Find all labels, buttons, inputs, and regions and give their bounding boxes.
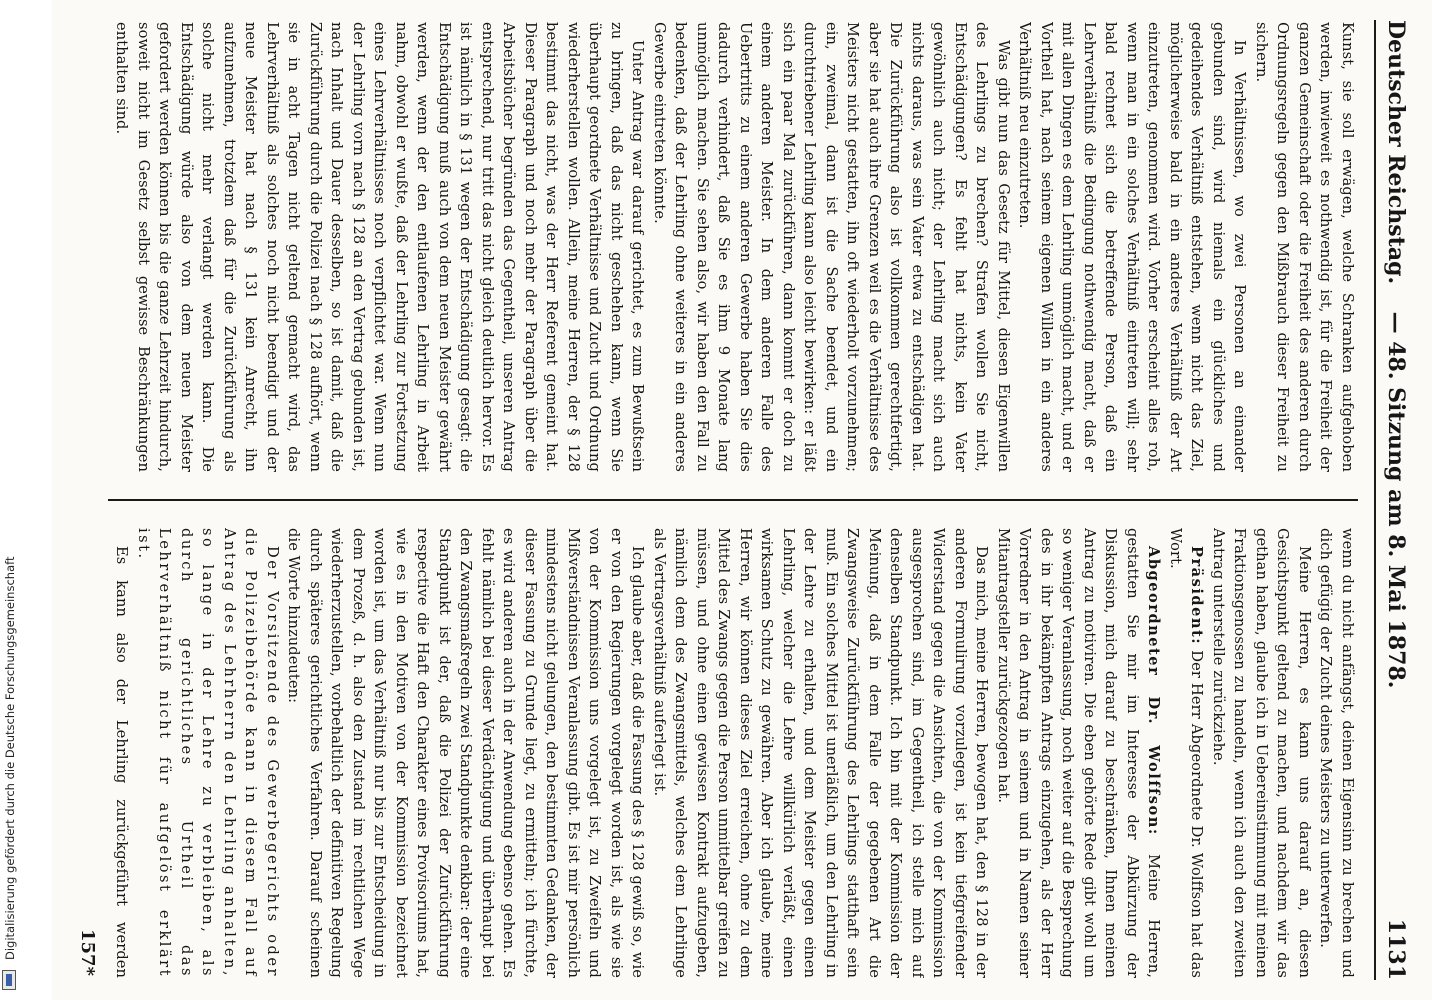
speaker-paragraph	[1165, 528, 1208, 978]
publication-title: Deutscher Reichstag.	[1383, 20, 1409, 285]
paragraph: Unter Antrag war darauf gerichtet, es zum Bewußtsein zu bringen, daß das nicht geschehen kann, wenn Sie überhaupt geordnete Verhältnisse und Zucht und Ordnung wiederherstellen wollen. Allein, meine Herren, der § 128 bestimmt das nicht, was der Herr Referent gemeint hat. Dieser Paragraph und noch mehr der Paragraph über die Arbeitsbücher begründen das Gegentheil, unseren Antrag entsprechend, nur tritt das nicht gleich deutlich hervor. Es ist nämlich in § 131 wegen der Entschädigung gesagt: die Entschädigung muß auch von dem neuen Meister gewährt werden, wenn der den entlaufenen Lehrling in Arbeit nahm, obwohl er wußte, daß der Lehrling zur Fortsetzung eines Lehrverhältnisses noch verpflichtet war. Wenn nun der Lehrling vorn nach § 128 an den Vertrag gebunden ist, nach Inhalt und Dauer desselben, so ist damit, daß die Zurückführung durch die Polizei nach § 128 aufhört, wenn sie in acht Tagen nicht geltend gemacht wird, das Lehrverhältniß als solches noch nicht beendigt und der neue Meister hat nach § 131 kein Anrecht, ihn aufzunehmen, trotzdem daß für die Zurückführung als solche nicht mehr verlangt werden kann. Die Entschädigung würde also von dem neuen Meister gefordert werden können bis die ganze Lehrzeit hindurch, soweit nicht im Gesetz selbst gewisse Beschränkungen enthalten sind.	[113, 22, 647, 472]
paragraph	[108, 22, 111, 472]
paragraph: Ich glaube aber, daß die Fassung des § 128 gewiß so, wie er von den Regierungen vorgelegt worden ist, als wie sie von der Kommission uns vorgelegt ist, zu Zweifeln und Mißverständnissen Veranlassung gibt. Es ist mir persönlich mindestens nicht gelungen, den bestimmten Gedanken, der dieser Fassung zu Grunde liegt, zu ermitteln; ich fürchte, es wird anderen auch in der Anwendung ebenso gehen. Es fehlt nämlich bei dieser Verdächtigung und überhaupt bei den Zwangsmaßregeln zwei Standpunkte denkbar: der eine Standpunkt ist der, daß die Polizei der Zurückführung respective die Haft den Charakter eines Provisoriums hat, wie es in den Motiven von der Kommission bezeichnet worden ist, um das Verhältniß nur bis zur Entscheidung in dem Prozeß, d. h. also den Zustand im rechtlichen Wege wiederherzustellen, vorbehaltlich der definitiven Regelung durch späteres gerichtliches Verfahren. Darauf scheinen die Worte hinzudeuten:	[285, 528, 647, 978]
paragraph: Was gibt nun das Gesetz für Mittel, diesen Eigenwillen des Lehrlings zu brechen? Strafen wollen Sie nicht, Entschädigungen? Es fehlt hat nichts, kein Vater gewöhnlich auch nicht; der Lehrling macht sich auch nichts daraus, was sein Vater etwa zu entschädigen hat. Die Zurückführung also ist vollkommen gerechtfertigt, aber sie hat auch ihre Grenzen weil es die Verhältnisse des Meisters nicht gestatten, ihn oft wiederholt vorzunehmen; ein, zweimal, dann ist die Sache beendet, und ein durchtriebener Lehrling kann also leicht bewirken: er läßt sich ein paar Mal zurückführen, dann kommt er doch zu einem anderen Meister. In dem anderen Falle des Uebertritts zu einem anderen Gewerbe haben Sie dies dadurch verhindert, daß Sie es ihm 9 Monate lang unmöglich machen. Sie sehen also, wir haben den Fall zu bedenken, daß der Lehrling ohne weiteres in ein anderes Gewerbe eintreten könnte.	[651, 22, 1012, 472]
paragraph: Das mich, meine Herren, bewogen hat, den § 128 in der anderen Formulirung vorzulegen, ist kein tiefgreifender Widerstand gegen die Ansichten, die von der Kommission ausgesprochen sind, im Gegentheil, ich stelle mich auf denselben Standpunkt. Ich bin mit der Kommission der Meinung, daß in dem Falle der gegebenen Art die Zwangsweise Zurückführung des Lehrlings statthaft sein muß. Ein solches Mittel ist unerläßlich, um den Lehrling in der Lehre zu erhalten, und dem Meister gegen einen Lehrling, welcher die Lehre willkürlich verläßt, einen wirksamen Schutz zu gewähren. Aber ich glaube, meine Herren, wir können dieses Ziel erreichen, ohne zu dem Mittel des Zwangs gegen die Person unmittelbar greifen zu müssen, und ohne einen gewissen Kontrakt aufzugeben, nämlich dem des Zwangsmittels, welches dem Lehrlinge als Vertragsverhältniß auferlegt ist.	[651, 528, 991, 978]
paragraph: Es kann also der Lehrling zurückgeführt werden	[113, 546, 131, 978]
dfg-logo-icon	[2, 970, 16, 990]
speaker-label: Abgeordneter Dr. Wolffson:	[1145, 546, 1163, 836]
dfg-logo-mark	[6, 974, 12, 986]
right-text-column	[108, 528, 1358, 978]
paragraph: Kunst, sie soll erwägen, welche Schranken aufgehoben werden, inwieweit es nothwendig ist, für die Freiheit der ganzen Gemeinschaft oder die Freiheit des anderen durch Ordnungsregeln gegen den Mißbrauch dieser Freiheit zu sichern.	[1253, 22, 1356, 472]
digitization-credit-bar	[0, 0, 18, 1000]
page-number: 1131	[1383, 918, 1409, 980]
scanned-page	[52, 0, 1432, 1000]
digitization-credit-text: Digitalisierung gefördert durch die Deutsche Forschungsgemeinschaft	[3, 556, 17, 960]
sheet-signature: 157*	[77, 929, 98, 976]
page-header	[1374, 20, 1416, 980]
speaker-label: Präsident:	[1188, 546, 1206, 646]
left-text-column	[108, 22, 1358, 472]
paragraph: Meine Herren, es kann uns darauf an, diesen Gesichtspunkt geltend zu machen, und nachdem wir das gethan haben, glaube ich in Uebereinstimmung mit meinen Fraktionsgenossen zu handeln, wenn ich auch den zweiten Antrag unterstelle zurückziehe.	[1210, 528, 1313, 978]
paragraph: wenn du nicht anfängst, deinen Eigensinn zu brechen und dich gefügig der Zucht deines Meisters zu unterwerfen.	[1317, 528, 1356, 978]
speaker-text: Der Herr Abgeordnete Dr. Wolffson hat das Wort.	[1167, 528, 1206, 978]
speaker-paragraph	[993, 528, 1165, 978]
session-info: — 48. Sitzung am 8. Mai 1878.	[1383, 311, 1409, 689]
quoted-passage: Der Vorsitzende des Gewerbegerichts oder die Polizeibehörde kann in diesem Fall auf Antrag des Lehrherrn den Lehrling anhalten, so lange in der Lehre zu verbleiben, als durch gerichtliches Urtheil das Lehrverhältniß nicht für aufgelöst erklärt ist.	[135, 528, 281, 978]
paragraph: In Verhältnissen, wo zwei Personen an einander gebunden sind, wird niemals ein glückliches und gedeihendes Verhältniß entstehen, wenn nicht das Ziel, möglicherweise bald in ein anderes Verhältniß der Art einzutreten, genommen wird. Vorher erscheint alles roh, wenn man in ein solches Verhältniß eintreten will; sehr bald rechnet sich die betreffende Person, daß ein Lehrverhältniß die Bedingung nothwendig macht, daß er mit allen Dingen es dem Lehrling unmöglich macht, und er Vortheil hat, nach seinem eigenen Willen in ein anderes Verhältniß neu einzutreten.	[1016, 22, 1249, 472]
column-divider	[108, 499, 1358, 501]
speaker-text: Meine Herren, gestatten Sie mir im Interesse der Abkürzung der Diskussion, mich darauf zu beschränken, Ihnen meinen Antrag zu motiviren. Die eben gehörte Rede gibt wohl um so weniger Veranlassung, noch weiter auf die Besprechung des in ihr bekämpften Antrags einzugehen, als der Herr Vorredner in den Antrag in seinem und in Namen seiner Mitantragsteller zurückgezogen hat.	[995, 528, 1163, 978]
